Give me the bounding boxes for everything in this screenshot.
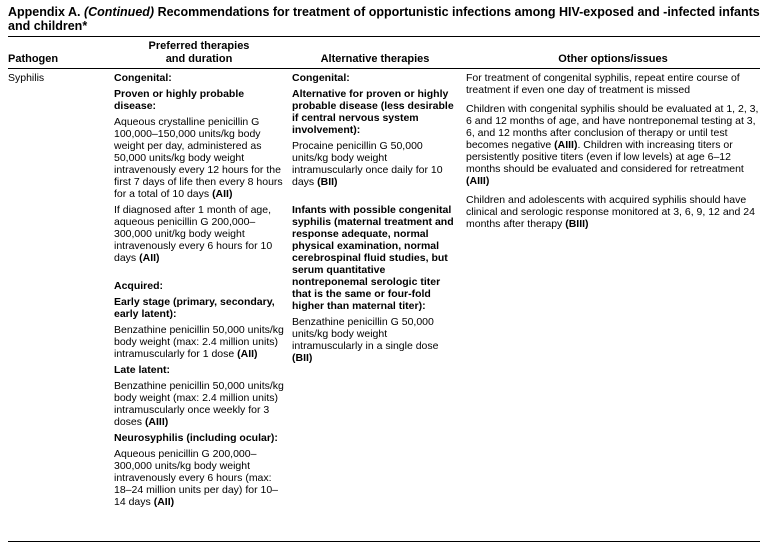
alternative-heading-congenital: Congenital: — [292, 72, 350, 84]
alternative-paragraph: Benzathine penicillin G 50,000 units/kg body weight intramuscularly in a single dose (BII) — [292, 316, 439, 364]
title-continued: (Continued) — [83, 5, 155, 19]
other-options-paragraph: Children with congenital syphilis should be evaluated at 1, 2, 3, 6 and 12 months of age, and have nontreponemal testing at 3, 6, and 12 months after conclusion of therapy or until test becomes negative (AIII). Children with increasing titers or persistently positive titers (even if low levels) at age 6–12 months should be evaluated and considered for retreatment (AIII) — [466, 103, 759, 187]
table-bottom-border — [8, 541, 760, 542]
other-options-paragraph: Children and adolescents with acquired syphilis should have clinical and serologic response monitored at 3, 6, 9, 12 and 24 months after therapy (BIII) — [466, 194, 755, 230]
preferred-paragraph: Aqueous penicillin G 200,000–300,000 units/kg body weight intravenously every 6 hours (max: 18–24 million units per day) for 10–14 days (AII) — [114, 448, 279, 508]
column-header-alternative: Alternative therapies — [320, 52, 430, 65]
pathogen-name: Syphilis — [8, 72, 45, 84]
preferred-heading-early-stage: Early stage (primary, secondary, early latent): — [114, 296, 275, 320]
column-header-preferred — [114, 40, 284, 65]
table-header-row — [8, 37, 760, 68]
preferred-paragraph: Benzathine penicillin 50,000 units/kg body weight (max: 2.4 million units) intramuscularly once weekly for 3 doses (AIII) — [114, 380, 284, 428]
preferred-heading-acquired: Acquired: — [114, 280, 164, 292]
preferred-paragraph: Aqueous crystalline penicillin G 100,000–150,000 units/kg body weight per day, administered as 50,000 units/kg body weight intravenously every 12 hours for the first 7 days of life then every 8 hours for a total of 10 days (AII) — [114, 116, 283, 200]
preferred-heading-late-latent: Late latent: — [114, 364, 171, 376]
table-body-row — [8, 69, 760, 541]
preferred-heading-congenital: Congenital: — [114, 72, 172, 84]
pathogen-cell — [8, 72, 106, 541]
column-header-preferred-label: Preferred therapies and duration — [148, 40, 250, 65]
preferred-heading-proven-disease: Proven or highly probable disease: — [114, 88, 245, 112]
column-header-other: Other options/issues — [558, 52, 668, 65]
other-options-cell — [466, 72, 760, 541]
alternative-heading-proven-disease: Alternative for proven or highly probable disease (less desirable if central nervous system involvement): — [292, 88, 454, 136]
other-options-paragraph: For treatment of congenital syphilis, repeat entire course of treatment if even one day of treatment is missed — [466, 72, 740, 96]
preferred-therapies-cell — [114, 72, 284, 541]
appendix-title — [8, 5, 760, 33]
alternative-heading-possible-congenital: Infants with possible congenital syphilis (maternal treatment and response adequate, normal physical examination, normal cerebrospinal fluid studies, but serum quantitative nontreponemal serologic titer that is the same or four-fold higher than maternal titer): — [292, 204, 454, 312]
alternative-therapies-cell — [292, 72, 458, 541]
alternative-paragraph: Procaine penicillin G 50,000 units/kg body weight intramuscularly once daily for 10 days (BII) — [292, 140, 443, 188]
column-header-pathogen: Pathogen — [8, 52, 59, 65]
title-rest: Recommendations for treatment of opportunistic infections among HIV-exposed and -infected infants and children* — [8, 5, 760, 33]
title-prefix: Appendix A. — [8, 5, 81, 19]
preferred-paragraph: Benzathine penicillin 50,000 units/kg body weight (max: 2.4 million units) intramuscularly for 1 dose (AII) — [114, 324, 284, 360]
preferred-heading-neurosyphilis: Neurosyphilis (including ocular): — [114, 432, 278, 444]
preferred-paragraph: If diagnosed after 1 month of age, aqueous penicillin G 200,000–300,000 unit/kg body weight intravenously every 6 hours for 10 days (AII) — [114, 204, 273, 264]
